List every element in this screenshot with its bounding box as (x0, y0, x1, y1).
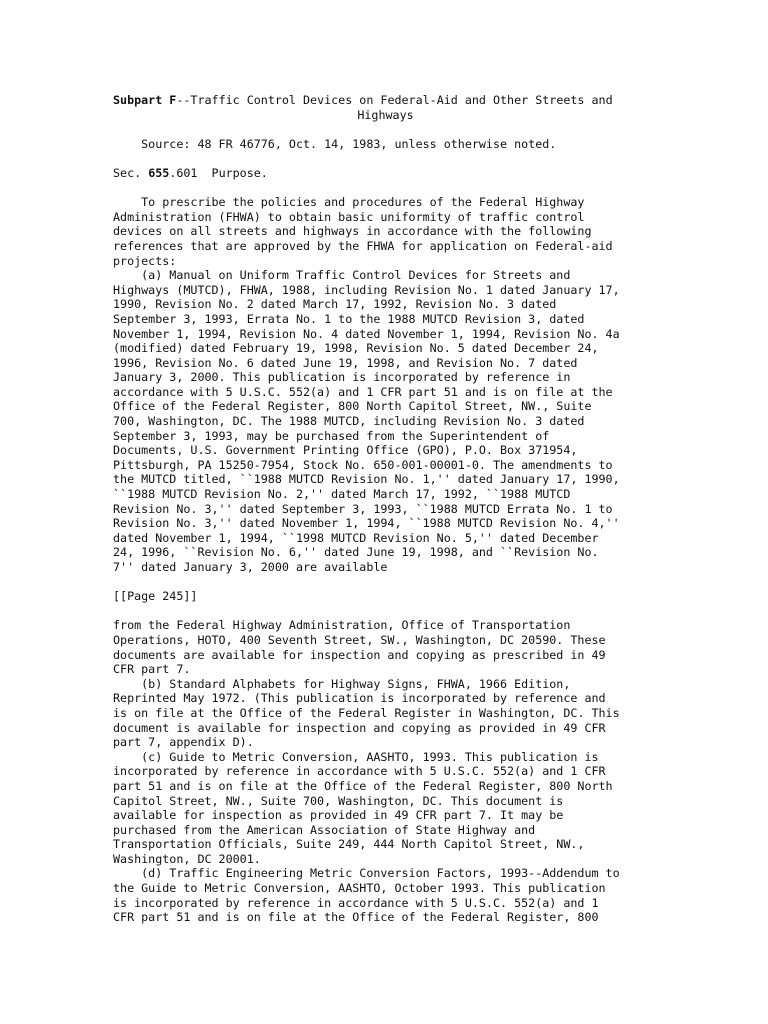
section-body-part-1 (113, 195, 658, 574)
text-line: Washington, DC 20001. (113, 851, 261, 866)
source-note: Source: 48 FR 46776, Oct. 14, 1983, unless otherwise noted. (113, 136, 557, 151)
text-line: the Guide to Metric Conversion, AASHTO, October 1993. This publication (113, 881, 606, 896)
text-line: Capitol Street, NW., Suite 700, Washington, DC. This document is (113, 793, 564, 808)
text-line: the MUTCD titled, ``1988 MUTCD Revision No. 1,'' dated January 17, 1990, (113, 472, 620, 487)
text-line: document is available for inspection and copying as provided in 49 CFR (113, 720, 606, 735)
text-line: accordance with 5 U.S.C. 552(a) and 1 CFR part 51 and is on file at the (113, 384, 613, 399)
section-number: 655 (148, 165, 170, 180)
text-line: Office of the Federal Register, 800 North Capitol Street, NW., Suite (113, 399, 592, 414)
text-line: Transportation Officials, Suite 249, 444 North Capitol Street, NW., (113, 837, 585, 852)
section-heading (113, 166, 658, 181)
text-line: part 7, appendix D). (113, 735, 254, 750)
text-line: September 3, 1993, may be purchased from the Superintendent of (113, 428, 550, 443)
text-line: Administration (FHWA) to obtain basic uniformity of traffic control (113, 209, 585, 224)
subpart-label: Subpart F (113, 93, 177, 107)
text-line: 1990, Revision No. 2 dated March 17, 1992, Revision No. 3 dated (113, 297, 557, 312)
text-line: CFR part 51 and is on file at the Office of the Federal Register, 800 (113, 910, 599, 925)
text-line: Highways (MUTCD), FHWA, 1988, including Revision No. 1 dated January 17, (113, 282, 620, 297)
section-title: .601 Purpose. (169, 165, 268, 180)
text-line: Pittsburgh, PA 15250-7954, Stock No. 650-001-00001-0. The amendments to (113, 457, 613, 472)
text-line: documents are available for inspection and copying as prescribed in 49 (113, 647, 606, 662)
subpart-heading (113, 93, 658, 108)
text-line: purchased from the American Association of State Highway and (113, 822, 536, 837)
text-line: 24, 1996, ``Revision No. 6,'' dated June 19, 1998, and ``Revision No. (113, 545, 599, 560)
spacer (113, 181, 658, 196)
text-line: dated November 1, 1994, ``1998 MUTCD Revision No. 5,'' dated December (113, 530, 599, 545)
document-page (113, 93, 658, 925)
text-line: Documents, U.S. Government Printing Office (GPO), P.O. Box 371954, (113, 443, 578, 458)
text-line: 7'' dated January 3, 2000 are available (113, 560, 388, 574)
spacer (113, 122, 658, 137)
text-line: (b) Standard Alphabets for Highway Signs, FHWA, 1966 Edition, (113, 676, 571, 691)
text-line: Revision No. 3,'' dated September 3, 1993, ``1988 MUTCD Errata No. 1 to (113, 501, 613, 516)
text-line: projects: (113, 253, 177, 268)
text-line: is on file at the Office of the Federal Register in Washington, DC. This (113, 705, 620, 720)
text-line: incorporated by reference in accordance with 5 U.S.C. 552(a) and 1 CFR (113, 764, 606, 779)
text-line: September 3, 1993, Errata No. 1 to the 1988 MUTCD Revision 3, dated (113, 311, 585, 326)
text-line: (a) Manual on Uniform Traffic Control Devices for Streets and (113, 268, 571, 283)
section-body-part-2 (113, 618, 658, 924)
text-line: CFR part 7. (113, 662, 191, 677)
text-line: Reprinted May 1972. (This publication is incorporated by reference and (113, 691, 606, 706)
text-line: devices on all streets and highways in accordance with the following (113, 224, 592, 239)
text-line: part 51 and is on file at the Office of the Federal Register, 800 North (113, 778, 613, 793)
text-line: 1996, Revision No. 6 dated June 19, 1998, and Revision No. 7 dated (113, 355, 578, 370)
text-line: 700, Washington, DC. The 1988 MUTCD, including Revision No. 3 dated (113, 414, 585, 429)
section-prefix: Sec. (113, 165, 149, 180)
text-line: Operations, HOTO, 400 Seventh Street, SW., Washington, DC 20590. These (113, 632, 606, 647)
text-line: ``1988 MUTCD Revision No. 2,'' dated March 17, 1992, ``1988 MUTCD (113, 487, 571, 502)
spacer (113, 575, 658, 590)
text-line: January 3, 2000. This publication is incorporated by reference in (113, 370, 571, 385)
text-line: (modified) dated February 19, 1998, Revision No. 5 dated December 24, (113, 341, 599, 356)
text-line: (d) Traffic Engineering Metric Conversion Factors, 1993--Addendum to (113, 866, 620, 881)
spacer (113, 604, 658, 619)
text-line: available for inspection as provided in 49 CFR part 7. It may be (113, 808, 564, 823)
text-line: from the Federal Highway Administration, Office of Transportation (113, 618, 571, 633)
subpart-title-continued: Highways (357, 107, 414, 122)
text-line: To prescribe the policies and procedures of the Federal Highway (113, 195, 585, 210)
text-line: November 1, 1994, Revision No. 4 dated November 1, 1994, Revision No. 4a (113, 326, 620, 341)
text-line: is incorporated by reference in accordance with 5 U.S.C. 552(a) and 1 (113, 895, 599, 910)
page-marker: [[Page 245]] (113, 589, 198, 604)
subpart-title: --Traffic Control Devices on Federal-Aid and Other Streets and (176, 93, 613, 107)
spacer (113, 151, 658, 166)
text-line: references that are approved by the FHWA for application on Federal-aid (113, 238, 613, 253)
text-line: (c) Guide to Metric Conversion, AASHTO, 1993. This publication is (113, 749, 599, 764)
text-line: Revision No. 3,'' dated November 1, 1994, ``1988 MUTCD Revision No. 4,'' (113, 516, 620, 531)
